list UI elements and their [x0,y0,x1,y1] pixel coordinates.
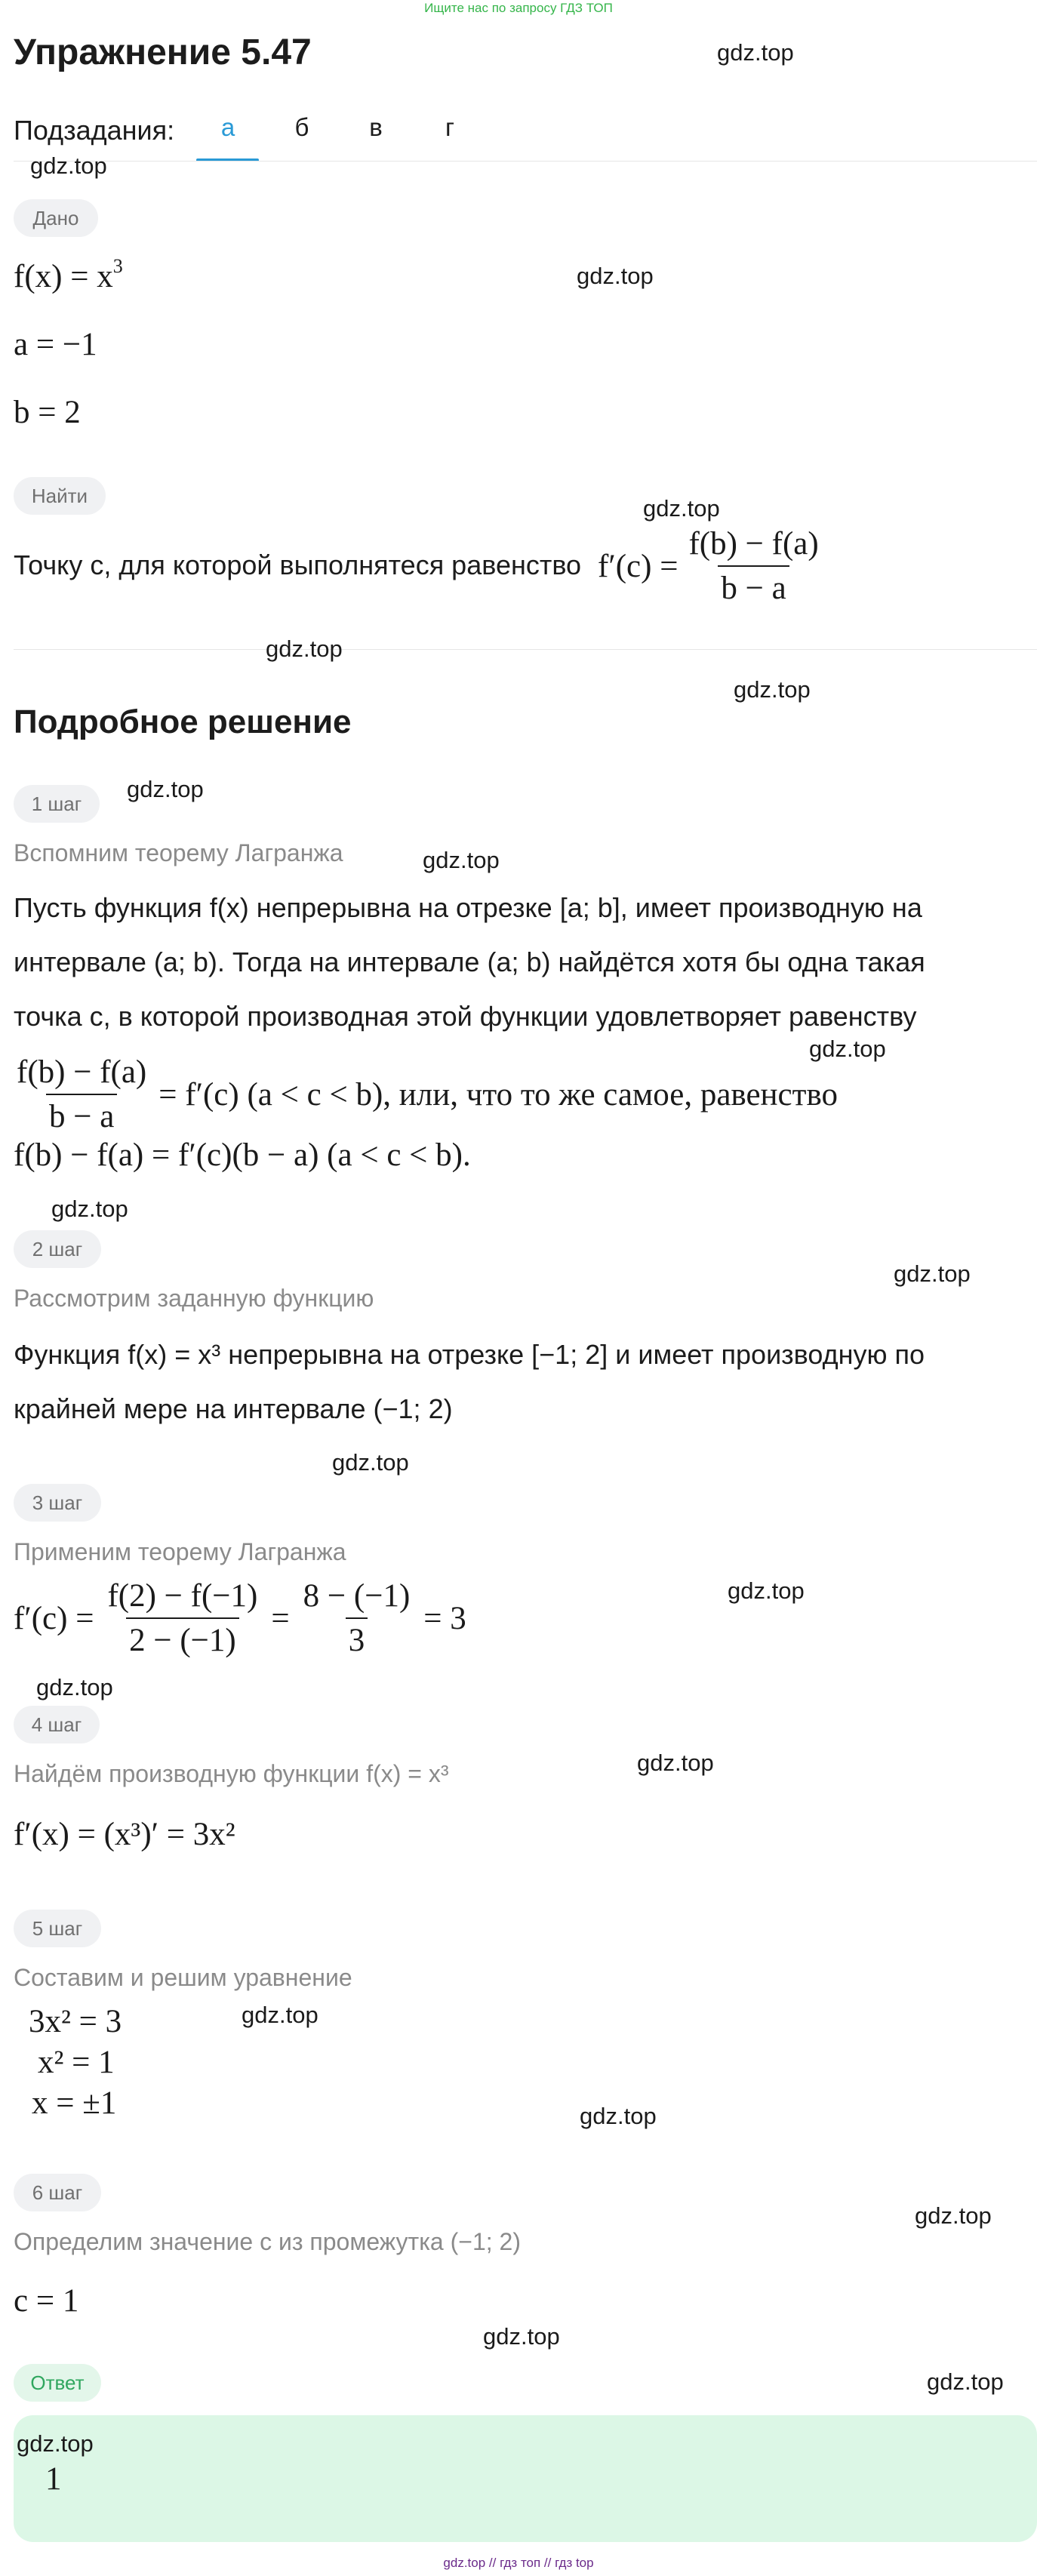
watermark: gdz.top [30,152,107,179]
top-banner: Ищите нас по запросу ГДЗ ТОП [424,1,613,15]
watermark: gdz.top [809,1036,886,1062]
step-2-caption: Рассмотрим заданную функцию [14,1285,374,1312]
watermark: gdz.top [637,1750,714,1776]
step-1-line-5: f(b) − f(a) = f′(c)(b − a) (a < c < b). [14,1137,471,1173]
tabs-divider [14,161,1037,162]
given-a: a = −1 [14,327,97,362]
watermark: gdz.top [127,776,204,802]
step-6-result: c = 1 [14,2283,79,2319]
step-3-chip: 3 шаг [14,1484,101,1522]
footer-links: gdz.top // гдз топ // гдз top [443,2556,594,2570]
tab-v[interactable]: в [369,113,383,141]
given-chip: Дано [14,199,98,237]
find-text: Точку c, для которой выполнятеся равенство [14,549,582,580]
section-divider [14,649,1037,650]
watermark: gdz.top [915,2202,992,2229]
answer-value: 1 [45,2461,62,2497]
watermark: gdz.top [643,495,720,522]
answer-chip: Ответ [14,2364,101,2402]
step-1-line-3: точка c, в которой производная этой функции удовлетворяет равенству [14,1001,917,1032]
watermark: gdz.top [423,847,500,873]
step-1-line-4: $\frac{f(b) - f(a)}{b - a}$ = f′(c) (a < c < b), или, что то же самое, равенство [17,1054,838,1134]
given-b: b = 2 [14,395,81,430]
find-equation: f′(c) = $\frac{f(b) - f(a)}{b - a}$ [598,526,819,606]
answer-box [14,2415,1037,2542]
watermark: gdz.top [728,1577,805,1604]
tab-g[interactable]: г [445,113,455,141]
tab-a[interactable]: а [220,113,235,141]
given-function: $f(x) = x^3$ [14,255,123,294]
step-3-caption: Применим теорему Лагранжа [14,1538,346,1565]
page-title: Упражнение 5.47 [14,32,312,72]
step-5-eq-1: 3x² = 3 [29,2004,122,2039]
step-6-chip: 6 шаг [14,2174,101,2211]
watermark: gdz.top [577,263,654,289]
watermark: gdz.top [51,1196,128,1222]
step-1-chip: 1 шаг [14,785,100,823]
watermark: gdz.top [734,676,811,703]
watermark: gdz.top [580,2103,657,2129]
tab-b[interactable]: б [294,113,309,141]
watermark: gdz.top [894,1260,971,1287]
find-chip: Найти [14,477,106,515]
step-6-caption: Определим значение c из промежутка (−1; 2) [14,2228,521,2255]
watermark: gdz.top [266,636,343,662]
step-1-line-2: интервале (a; b). Тогда на интервале (a; b) найдётся хотя бы одна такая [14,946,925,977]
step-1-line-1: Пусть функция f(x) непрерывна на отрезке [a; b], имеет производную на [14,892,922,923]
watermark: gdz.top [17,2430,94,2457]
step-3-equation: f′(c) = $\frac{f(2) - f(-1)}{2 - (-1)}$ = $\frac{8 - (-1)}{3}$ = 3 [14,1578,466,1658]
watermark: gdz.top [36,1674,113,1700]
step-2-chip: 2 шаг [14,1230,101,1268]
step-5-eq-2: x² = 1 [38,2045,115,2080]
watermark: gdz.top [483,2323,560,2350]
step-1-caption: Вспомним теорему Лагранжа [14,839,343,866]
watermark: gdz.top [927,2368,1004,2395]
step-5-eq-3: x = ±1 [32,2085,117,2121]
step-2-line-1: Функция f(x) = x³ непрерывна на отрезке [−1; 2] и имеет производную по [14,1339,925,1370]
watermark: gdz.top [717,39,794,66]
step-5-chip: 5 шаг [14,1910,101,1947]
solution-heading: Подробное решение [14,703,352,740]
step-4-formula: f′(x) = (x³)′ = 3x² [14,1817,235,1852]
subtasks-label: Подзадания: [14,115,175,146]
step-4-chip: 4 шаг [14,1706,100,1743]
step-5-caption: Составим и решим уравнение [14,1964,352,1991]
step-2-line-2: крайней мере на интервале (−1; 2) [14,1393,453,1424]
watermark: gdz.top [332,1449,409,1476]
step-4-caption: Найдём производную функции f(x) = x³ [14,1760,449,1787]
watermark: gdz.top [242,2002,318,2028]
